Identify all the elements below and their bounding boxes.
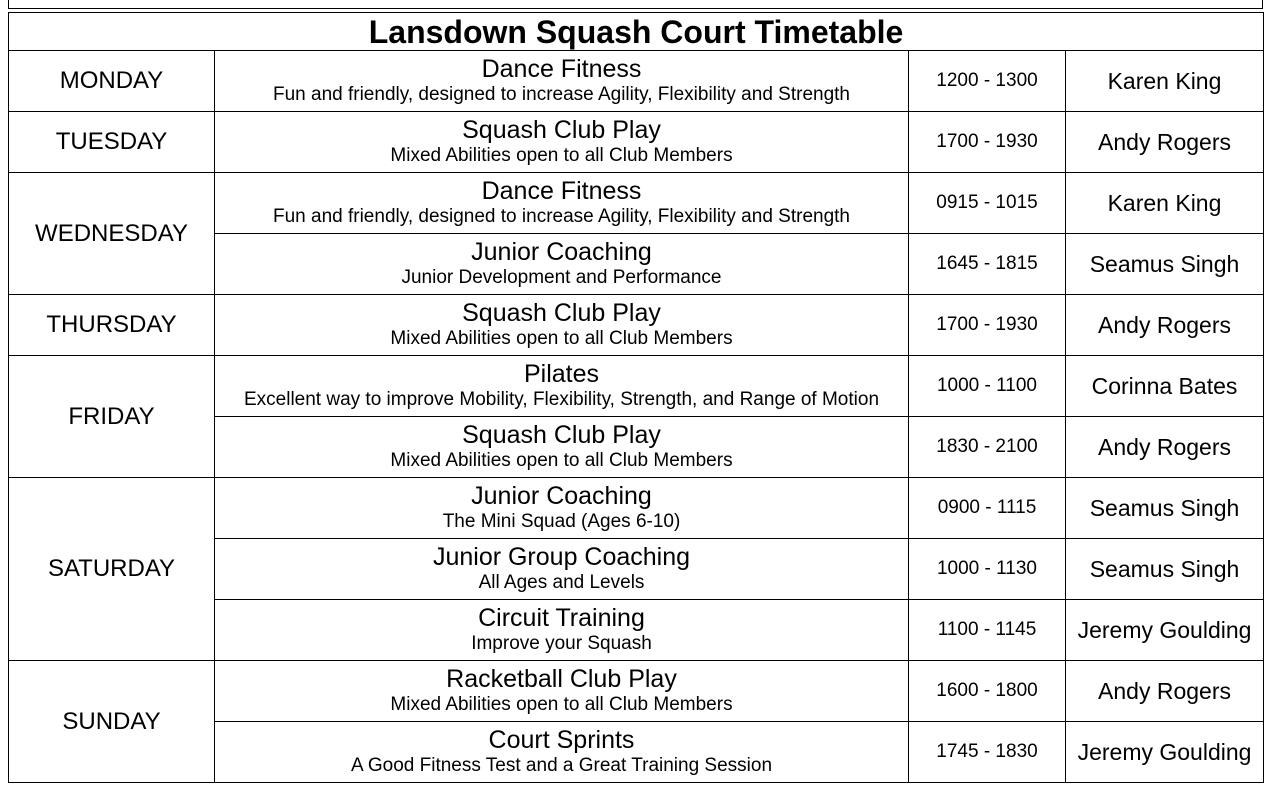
activity-cell	[215, 478, 909, 539]
activity-cell	[215, 661, 909, 722]
activity-cell	[215, 112, 909, 173]
time-cell: 1700 - 1930	[909, 112, 1066, 173]
activity-description: Improve your Squash	[471, 633, 652, 654]
activity-cell	[215, 722, 909, 783]
activity-cell	[215, 356, 909, 417]
activity-description: Excellent way to improve Mobility, Flexibility, Strength, and Range of Motion	[243, 389, 880, 410]
day-cell: FRIDAY	[9, 356, 215, 478]
activity-cell	[215, 539, 909, 600]
activity-description: Mixed Abilities open to all Club Members	[390, 328, 733, 349]
coach-cell: Andy Rogers	[1066, 417, 1264, 478]
timetable	[8, 12, 1264, 783]
coach-cell: Karen King	[1066, 51, 1264, 112]
time-cell: 1100 - 1145	[909, 600, 1066, 661]
coach-cell: Seamus Singh	[1066, 234, 1264, 295]
activity-cell	[215, 173, 909, 234]
coach-cell: Seamus Singh	[1066, 478, 1264, 539]
timetable-body	[9, 13, 1264, 783]
table-row	[9, 51, 1264, 112]
activity-description: All Ages and Levels	[478, 572, 645, 593]
time-cell: 1700 - 1930	[909, 295, 1066, 356]
activity-description: Junior Development and Performance	[401, 267, 722, 288]
activity-name: Junior Group Coaching	[432, 543, 691, 571]
day-cell: SUNDAY	[9, 661, 215, 783]
day-cell: SATURDAY	[9, 478, 215, 661]
coach-cell: Corinna Bates	[1066, 356, 1264, 417]
time-cell: 0915 - 1015	[909, 173, 1066, 234]
activity-description: Mixed Abilities open to all Club Members	[390, 694, 733, 715]
table-row	[9, 661, 1264, 722]
activity-cell	[215, 295, 909, 356]
time-cell: 1645 - 1815	[909, 234, 1066, 295]
table-row	[9, 295, 1264, 356]
activity-cell	[215, 417, 909, 478]
activity-name: Circuit Training	[478, 604, 645, 632]
activity-description: Mixed Abilities open to all Club Members	[390, 145, 733, 166]
activity-description: A Good Fitness Test and a Great Training Session	[350, 755, 773, 776]
top-border-rule	[8, 0, 1263, 9]
activity-name: Pilates	[523, 360, 600, 388]
day-cell: THURSDAY	[9, 295, 215, 356]
coach-cell: Karen King	[1066, 173, 1264, 234]
activity-description: Fun and friendly, designed to increase Agility, Flexibility and Strength	[272, 206, 850, 227]
time-cell: 1745 - 1830	[909, 722, 1066, 783]
activity-cell	[215, 51, 909, 112]
day-cell: TUESDAY	[9, 112, 215, 173]
activity-name: Racketball Club Play	[446, 665, 677, 693]
activity-name: Court Sprints	[488, 726, 635, 754]
activity-name: Squash Club Play	[462, 116, 661, 144]
activity-description: Mixed Abilities open to all Club Members	[390, 450, 733, 471]
table-row	[9, 478, 1264, 539]
activity-name: Squash Club Play	[462, 299, 661, 327]
activity-description: The Mini Squad (Ages 6-10)	[442, 511, 681, 532]
time-cell: 0900 - 1115	[909, 478, 1066, 539]
time-cell: 1830 - 2100	[909, 417, 1066, 478]
coach-cell: Jeremy Goulding	[1066, 600, 1264, 661]
table-row	[9, 173, 1264, 234]
activity-name: Junior Coaching	[471, 238, 652, 266]
time-cell: 1600 - 1800	[909, 661, 1066, 722]
coach-cell: Andy Rogers	[1066, 112, 1264, 173]
time-cell: 1000 - 1130	[909, 539, 1066, 600]
coach-cell: Andy Rogers	[1066, 661, 1264, 722]
table-row	[9, 356, 1264, 417]
activity-name: Dance Fitness	[481, 177, 642, 205]
page-title: Lansdown Squash Court Timetable	[9, 13, 1264, 51]
coach-cell: Jeremy Goulding	[1066, 722, 1264, 783]
table-row	[9, 112, 1264, 173]
day-cell: WEDNESDAY	[9, 173, 215, 295]
activity-name: Dance Fitness	[481, 55, 642, 83]
day-cell: MONDAY	[9, 51, 215, 112]
activity-cell	[215, 234, 909, 295]
activity-cell	[215, 600, 909, 661]
coach-cell: Andy Rogers	[1066, 295, 1264, 356]
time-cell: 1000 - 1100	[909, 356, 1066, 417]
time-cell: 1200 - 1300	[909, 51, 1066, 112]
title-row	[9, 13, 1264, 51]
activity-name: Squash Club Play	[462, 421, 661, 449]
coach-cell: Seamus Singh	[1066, 539, 1264, 600]
activity-description: Fun and friendly, designed to increase Agility, Flexibility and Strength	[272, 84, 850, 105]
activity-name: Junior Coaching	[471, 482, 652, 510]
